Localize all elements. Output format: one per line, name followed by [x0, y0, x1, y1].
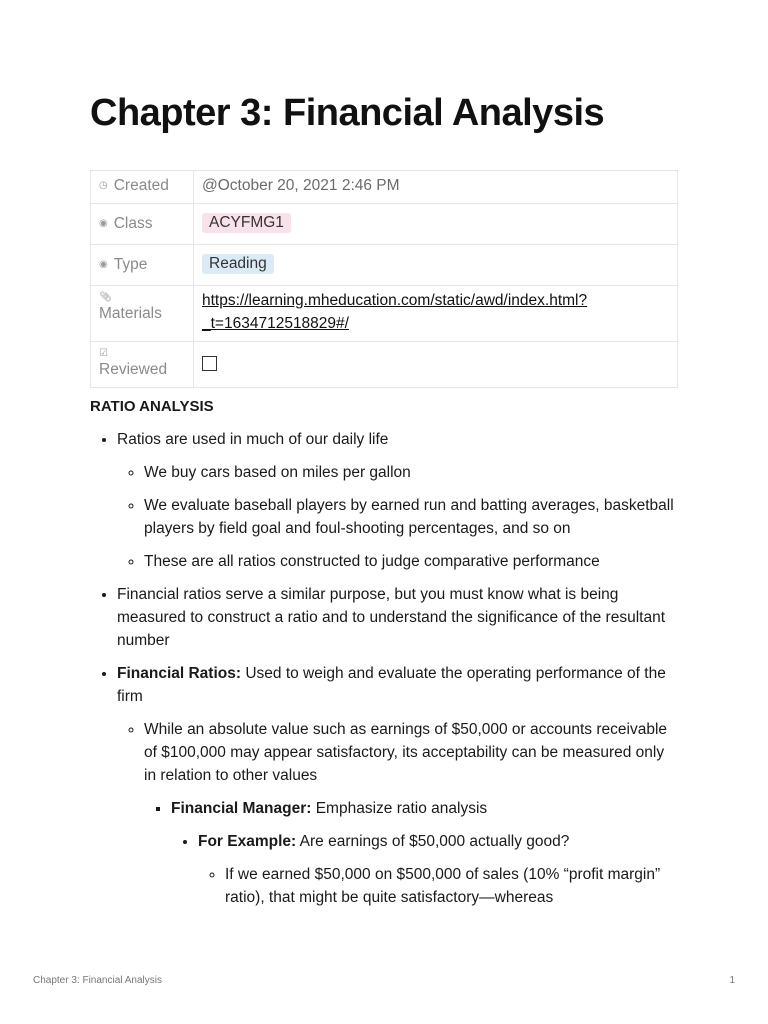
property-label: Class — [113, 215, 153, 232]
list-item-text: These are all ratios constructed to judge comparative performance — [144, 553, 600, 570]
checkbox-icon: ☑ — [99, 348, 108, 359]
property-name-created — [91, 171, 194, 204]
sub-bullet-list — [117, 718, 680, 909]
materials-link-line2[interactable]: _t=1634712518829#/ — [202, 315, 349, 332]
section-heading: RATIO ANALYSIS — [90, 398, 214, 415]
property-row-created — [91, 171, 678, 204]
paperclip-icon: 📎︎ — [99, 292, 112, 303]
property-label: Reviewed — [99, 361, 168, 378]
list-item-bold-label: Financial Ratios: — [117, 665, 242, 682]
sub-bullet-list — [171, 830, 680, 909]
list-item — [144, 550, 680, 573]
list-item-text: Emphasize ratio analysis — [311, 800, 488, 817]
list-item-text: If we earned $50,000 on $500,000 of sales (10% “profit margin” ratio), that might be quite satisfactory—whereas — [225, 866, 661, 906]
sub-bullet-list — [117, 461, 680, 573]
property-name-reviewed — [91, 342, 194, 388]
list-item — [144, 461, 680, 484]
select-icon: ◉ — [99, 259, 108, 270]
list-item-bold-label: Financial Manager: — [171, 800, 312, 817]
list-item-text: We evaluate baseball players by earned run and batting averages, basketball players by field goal and foul-shooting percentages, and so on — [144, 497, 674, 537]
list-item-text: Used to weigh and evaluate the operating performance of the firm — [117, 665, 666, 705]
property-row-class — [91, 204, 678, 245]
type-tag[interactable]: Reading — [202, 254, 274, 274]
property-value-created[interactable] — [194, 171, 678, 204]
list-item — [171, 797, 680, 909]
property-row-reviewed — [91, 342, 678, 388]
list-item — [144, 494, 680, 540]
class-tag[interactable]: ACYFMG1 — [202, 213, 291, 233]
property-name-materials — [91, 286, 194, 342]
page-content — [90, 395, 680, 919]
created-date: @October 20, 2021 2:46 PM — [202, 177, 400, 194]
select-icon: ◉ — [99, 218, 108, 229]
properties-table — [90, 170, 678, 388]
property-value-reviewed — [194, 342, 678, 388]
property-value-type[interactable] — [194, 245, 678, 286]
page-number: 1 — [729, 975, 735, 986]
sub-bullet-list — [198, 863, 680, 909]
property-label: Created — [113, 177, 169, 194]
property-row-materials — [91, 286, 678, 342]
list-item — [225, 863, 680, 909]
list-item-text: While an absolute value such as earnings of $50,000 or accounts receivable of $100,000 may appear satisfactory, its acceptability can be measured only in relation to other values — [144, 721, 668, 784]
list-item — [144, 718, 680, 909]
list-item-text: Ratios are used in much of our daily life — [117, 431, 389, 448]
materials-link-line1[interactable]: https://learning.mheducation.com/static/awd/index.html? — [202, 292, 588, 309]
list-item — [117, 583, 680, 652]
property-label: Materials — [99, 305, 162, 322]
list-item-text: Are earnings of $50,000 actually good? — [296, 833, 570, 850]
bullet-list — [90, 428, 680, 909]
list-item — [117, 428, 680, 573]
list-item-text: Financial ratios serve a similar purpose, but you must know what is being measured to construct a ratio and to understand the significance of the resultant number — [117, 586, 665, 649]
property-row-type — [91, 245, 678, 286]
reviewed-checkbox[interactable] — [202, 356, 217, 371]
sub-bullet-list — [144, 797, 680, 909]
list-item-bold-label: For Example: — [198, 833, 297, 850]
property-label: Type — [113, 256, 148, 273]
property-value-class[interactable] — [194, 204, 678, 245]
list-item-text: We buy cars based on miles per gallon — [144, 464, 411, 481]
footer-title: Chapter 3: Financial Analysis — [33, 975, 162, 986]
property-value-materials — [194, 286, 678, 342]
list-item — [117, 662, 680, 909]
property-name-type — [91, 245, 194, 286]
clock-icon: ◷ — [99, 180, 108, 191]
list-item — [198, 830, 680, 909]
page-title: Chapter 3: Financial Analysis — [90, 92, 605, 134]
property-name-class — [91, 204, 194, 245]
